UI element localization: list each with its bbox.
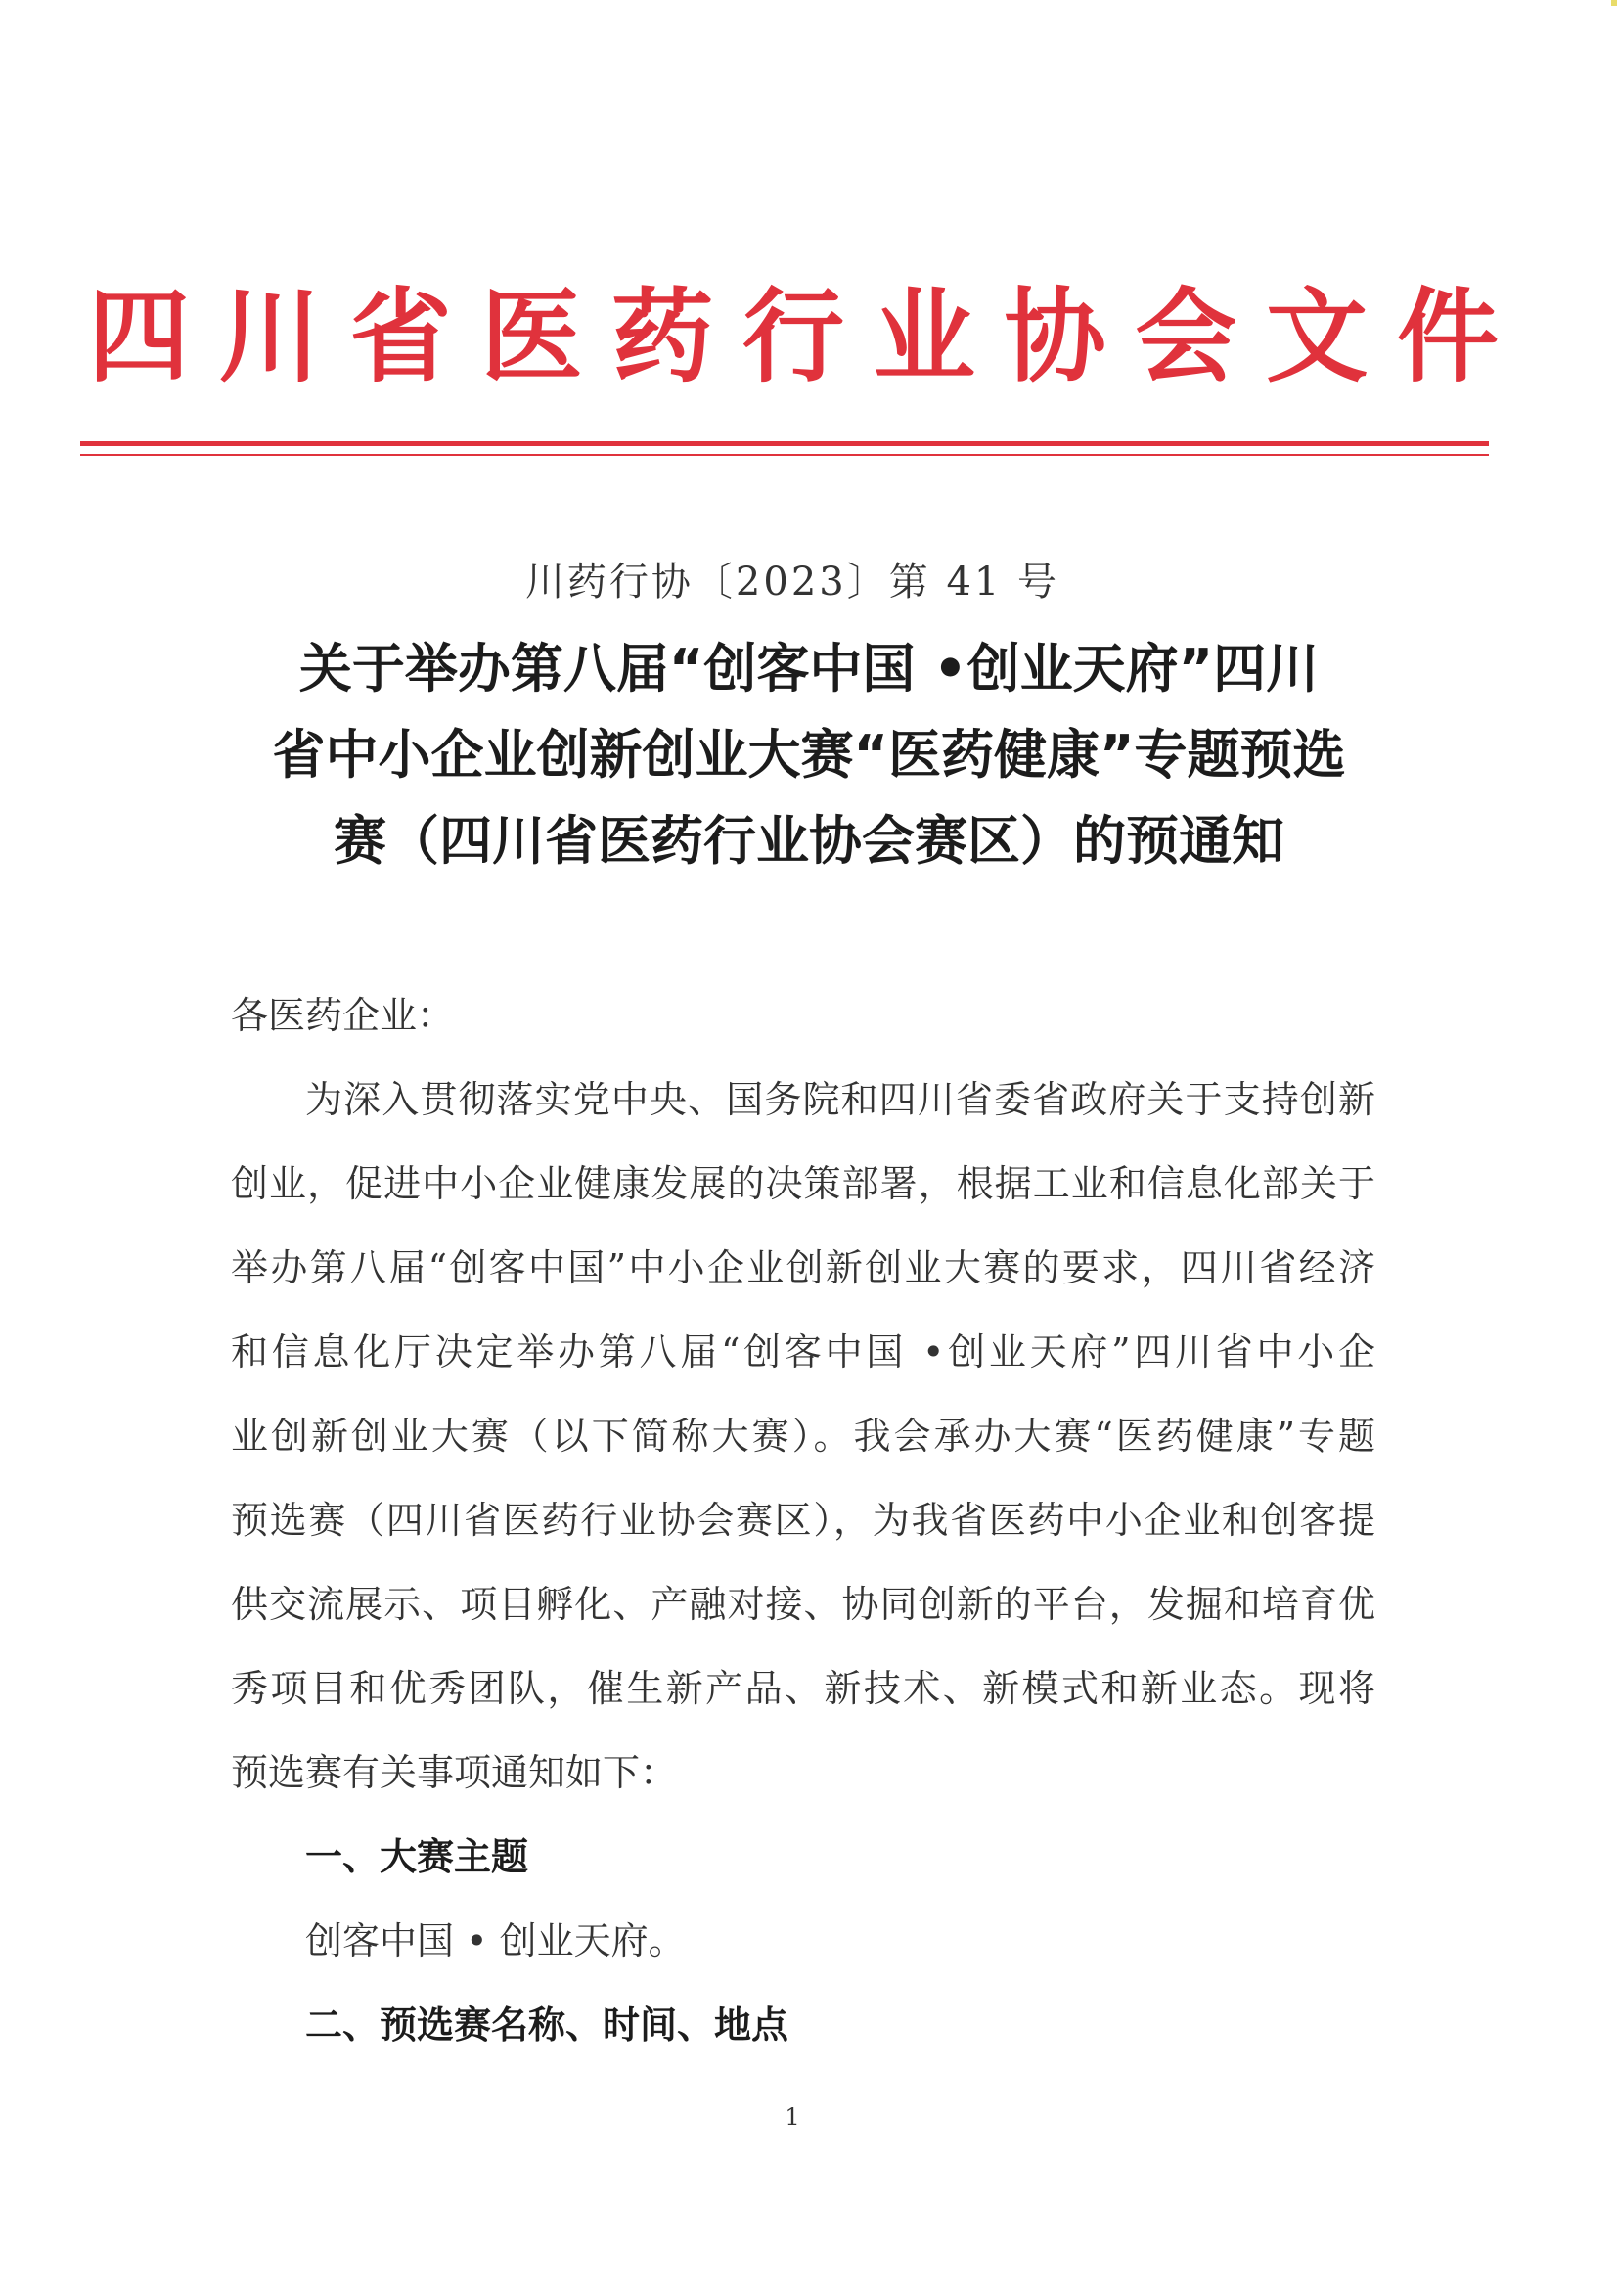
paragraph-line: 供交流展示、项目孵化、产融对接、协同创新的平台，发掘和培育优 <box>231 1583 1375 1626</box>
section-heading-theme: 一、大赛主题 <box>305 1835 529 1878</box>
intro-paragraph <box>231 1058 1375 1815</box>
masthead-char: 行 <box>741 276 844 396</box>
masthead-char: 川 <box>218 276 321 396</box>
paragraph-line: 秀项目和优秀团队，催生新产品、新技术、新模式和新业态。现将 <box>231 1667 1375 1710</box>
masthead-char: 省 <box>349 276 452 396</box>
title-line: 赛（四川省医药行业协会赛区）的预通知 <box>334 810 1284 872</box>
paragraph-line: 预选赛（四川省医药行业协会赛区），为我省医药中小企业和创客提 <box>231 1499 1375 1542</box>
masthead-char: 会 <box>1135 276 1237 396</box>
masthead-rule-thin <box>80 454 1489 456</box>
masthead-char: 件 <box>1396 276 1499 396</box>
paragraph-line: 举办第八届“创客中国”中小企业创新创业大赛的要求，四川省经济 <box>231 1246 1375 1289</box>
paragraph-line: 和信息化厅决定举办第八届“创客中国 •创业天府”四川省中小企 <box>231 1330 1375 1373</box>
paragraph-line: 业创新创业大赛（以下简称大赛）。我会承办大赛“医药健康”专题 <box>231 1415 1375 1458</box>
masthead-char: 药 <box>611 276 714 396</box>
masthead-char: 文 <box>1266 276 1369 396</box>
page-number: 1 <box>785 2103 800 2131</box>
title-line: 省中小企业创新创业大赛“医药健康”专题预选 <box>272 724 1346 786</box>
document-body <box>231 973 1375 2067</box>
masthead-char: 协 <box>1004 276 1106 396</box>
document-number: 川药行协〔2023〕第 41 号 <box>524 560 1060 605</box>
section-heading-name-time-place: 二、预选赛名称、时间、地点 <box>305 2003 789 2047</box>
scan-corner-mark <box>1611 0 1617 6</box>
masthead-char: 业 <box>873 276 975 396</box>
salutation: 各医药企业： <box>231 994 455 1037</box>
masthead-rule-thick <box>80 441 1489 446</box>
document-title <box>227 626 1391 884</box>
paragraph-line: 预选赛有关事项通知如下： <box>231 1751 678 1794</box>
title-line: 关于举办第八届“创客中国 •创业天府”四川 <box>298 638 1320 699</box>
section-text-theme: 创客中国 • 创业天府。 <box>305 1919 686 1962</box>
masthead-title <box>80 278 1506 395</box>
paragraph-line: 为深入贯彻落实党中央、国务院和四川省委省政府关于支持创新 <box>305 1078 1375 1121</box>
paragraph-line: 创业，促进中小企业健康发展的决策部署，根据工业和信息化部关于 <box>231 1162 1375 1205</box>
masthead-char: 医 <box>480 276 583 396</box>
masthead-char: 四 <box>87 276 190 396</box>
